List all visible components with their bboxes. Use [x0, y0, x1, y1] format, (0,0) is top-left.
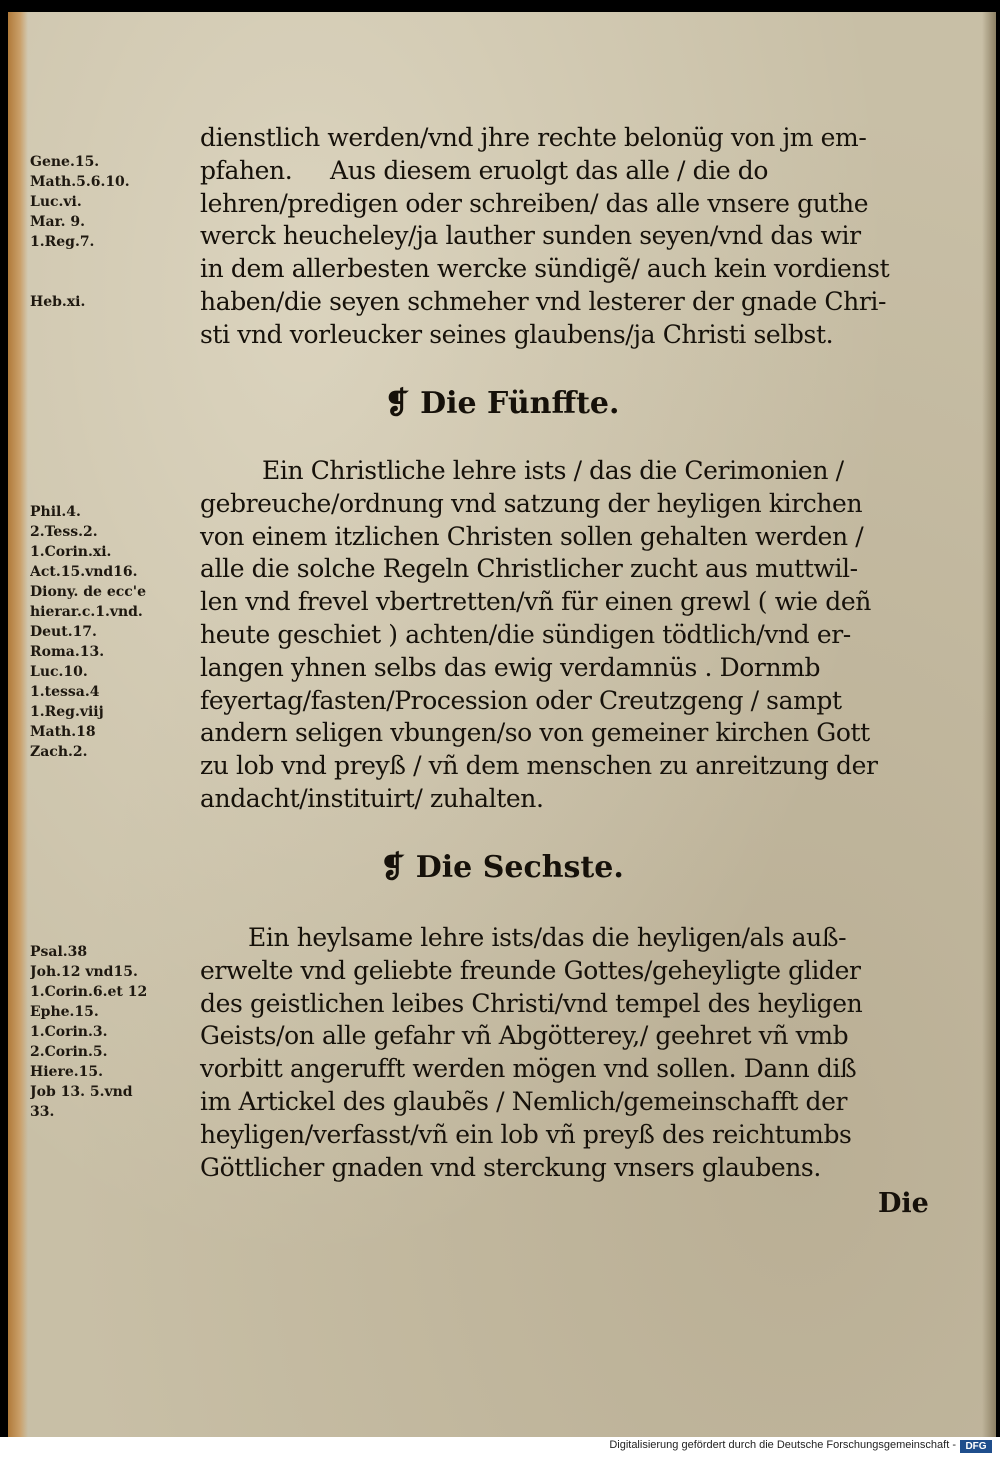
text-line: andacht/instituirt/ zuhalten. [200, 783, 544, 813]
text-line: sti vnd vorleucker seines glaubens/ja Christi selbst. [200, 319, 834, 349]
text-line: in dem allerbesten wercke sündigẽ/ auch kein vordienst [200, 254, 890, 284]
text-line: pfahen. Aus diesem eruolgt das alle / die do [200, 155, 769, 185]
text-line: len vnd frevel vbertretten/vñ für einen grewl ( wie deñ [200, 587, 871, 617]
margin-note: Diony. de ecc'e [30, 584, 146, 600]
margin-note: Ephe.15. [30, 1004, 99, 1020]
text-line: Ein heylsame lehre ists/das die heyligen/als auß- [248, 923, 847, 952]
text-line: feyertag/fasten/Procession oder Creutzgeng / sampt [200, 685, 842, 715]
page-right-edge [982, 12, 996, 1437]
margin-notes-section-3 [30, 942, 190, 1122]
margin-note [30, 272, 190, 292]
margin-note: 2.Tess.2. [30, 524, 98, 540]
paragraph-1 [200, 122, 960, 352]
margin-note: Luc.10. [30, 664, 88, 680]
text-line: alle die solche Regeln Christlicher zucht aus muttwil- [200, 554, 858, 584]
text-line: langen yhnen selbs das ewig verdamnüs . Dornmb [200, 652, 821, 682]
text-line: Ein Christliche lehre ists / das die Cerimonien / [262, 456, 844, 485]
margin-note: 1.Reg.7. [30, 234, 95, 250]
text-line: heute geschiet ) achten/die sündigen tödtlich/vnd er- [200, 619, 851, 649]
text-line: lehren/predigen oder schreiben/ das alle vnsere guthe [200, 188, 869, 218]
margin-note: 33. [30, 1104, 55, 1120]
footer-credit: Digitalisierung gefördert durch die Deutsche Forschungsgemeinschaft - [609, 1439, 956, 1451]
margin-note: Zach.2. [30, 744, 88, 760]
text-line: Göttlicher gnaden vnd sterckung vnsers glaubens. [200, 1152, 821, 1182]
footer-bar [0, 1437, 1000, 1457]
text-line: heyligen/verfasst/vñ ein lob vñ preyß des reichtumbs [200, 1119, 852, 1149]
text-line: dienstlich werden/vnd jhre rechte belonüg von jm em- [200, 123, 867, 152]
text-line: vorbitt angerufft werden mögen vnd sollen. Dann diß [200, 1054, 857, 1084]
page-left-edge [8, 12, 28, 1437]
margin-note: Phil.4. [30, 504, 81, 520]
text-line: von einem itzlichen Christen sollen gehalten werden / [200, 521, 864, 551]
heading-text: Die Fünffte. [420, 386, 620, 421]
text-line: werck heucheley/ja lauther sunden seyen/vnd das wir [200, 221, 861, 251]
margin-note: Act.15.vnd16. [30, 564, 138, 580]
margin-note: 1.Corin.xi. [30, 544, 112, 560]
text-line: haben/die seyen schmeher vnd lesterer der gnade Chri- [200, 286, 887, 316]
margin-note: 1.Corin.3. [30, 1024, 108, 1040]
margin-note: Math.5.6.10. [30, 174, 130, 190]
text-line: zu lob vnd preyß / vñ dem menschen zu anreitzung der [200, 751, 878, 781]
text-line: erwelte vnd geliebte freunde Gottes/geheyligte glider [200, 955, 861, 985]
section-heading-fuenffte [8, 386, 996, 421]
margin-note: Job 13. 5.vnd [30, 1084, 133, 1100]
margin-note: Deut.17. [30, 624, 97, 640]
text-line: Geists/on alle gefahr vñ Abgötterey,/ geehret vñ vmb [200, 1021, 849, 1051]
pilcrow-icon: ❡ [384, 386, 410, 421]
dfg-logo-icon: DFG [960, 1440, 992, 1453]
margin-notes-section-1 [30, 152, 190, 312]
margin-note: Psal.38 [30, 944, 88, 960]
margin-note [30, 252, 190, 272]
margin-note: 1.Reg.viij [30, 704, 104, 720]
margin-note: Roma.13. [30, 644, 105, 660]
paragraph-3 [200, 922, 960, 1184]
text-line: gebreuche/ordnung vnd satzung der heyligen kirchen [200, 488, 863, 518]
text-line: des geistlichen leibes Christi/vnd tempel des heyligen [200, 988, 863, 1018]
margin-note: 1.tessa.4 [30, 684, 100, 700]
margin-note: Joh.12 vnd15. [30, 964, 138, 980]
section-heading-sechste [8, 850, 996, 885]
paragraph-2 [200, 455, 960, 816]
margin-note: Luc.vi. [30, 194, 82, 210]
margin-note: Heb.xi. [30, 294, 86, 310]
text-line: im Artickel des glaubẽs / Nemlich/gemeinschafft der [200, 1086, 848, 1116]
pilcrow-icon: ❡ [380, 850, 406, 885]
margin-note: hierar.c.1.vnd. [30, 604, 143, 620]
catchword: Die [878, 1188, 929, 1219]
text-line: andern seligen vbungen/so von gemeiner kirchen Gott [200, 718, 870, 748]
margin-notes-section-2 [30, 502, 190, 762]
margin-note: Hiere.15. [30, 1064, 103, 1080]
margin-note: Mar. 9. [30, 214, 86, 230]
heading-text: Die Sechste. [415, 850, 624, 885]
margin-note: 1.Corin.6.et 12 [30, 984, 148, 1000]
margin-note: Math.18 [30, 724, 96, 740]
margin-note: 2.Corin.5. [30, 1044, 108, 1060]
margin-note: Gene.15. [30, 154, 100, 170]
book-page [8, 12, 996, 1437]
